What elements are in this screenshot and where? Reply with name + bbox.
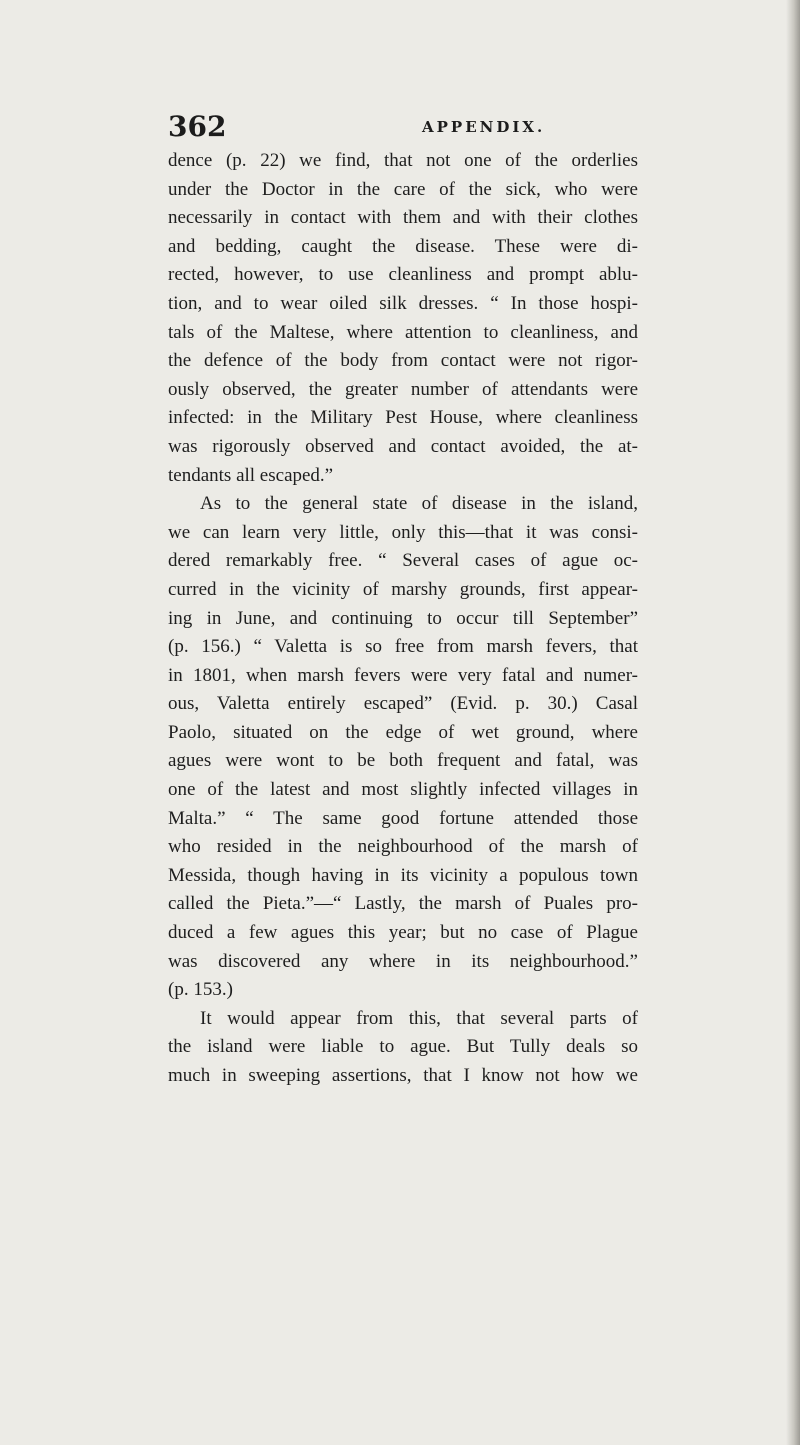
text-line: tals of the Maltese, where attention to cleanliness, and (168, 321, 638, 343)
text-line: Paolo, situated on the edge of wet ground, where (168, 721, 638, 743)
text-line: rected, however, to use cleanliness and prompt ablu- (168, 264, 638, 286)
page-number: 362 (168, 110, 227, 143)
text-line: (p. 156.) “ Valetta is so free from marsh fevers, that (168, 636, 638, 658)
text-line: called the Pieta.”—“ Lastly, the marsh of Puales pro- (168, 893, 638, 915)
text-line: necessarily in contact with them and with their clothes (168, 207, 638, 229)
body-text (168, 147, 638, 1091)
running-head: APPENDIX. (422, 118, 546, 136)
text-line: who resided in the neighbourhood of the marsh of (168, 836, 638, 858)
page-edge-shadow (786, 0, 800, 1445)
text-line: under the Doctor in the care of the sick, who were (168, 178, 638, 200)
text-line: one of the latest and most slightly infected villages in (168, 779, 638, 801)
text-line: was discovered any where in its neighbourhood.” (168, 950, 638, 972)
text-line: in 1801, when marsh fevers were very fatal and numer- (168, 664, 638, 686)
text-line: and bedding, caught the disease. These were di- (168, 235, 638, 257)
text-line: was rigorously observed and contact avoided, the at- (168, 435, 638, 457)
text-line: ing in June, and continuing to occur till September” (168, 607, 638, 629)
text-line: ous, Valetta entirely escaped” (Evid. p. 30.) Casal (168, 693, 638, 715)
text-line: ously observed, the greater number of attendants were (168, 378, 638, 400)
text-line: Malta.” “ The same good fortune attended those (168, 807, 638, 829)
text-line: agues were wont to be both frequent and fatal, was (168, 750, 638, 772)
text-line: curred in the vicinity of marshy grounds, first appear- (168, 578, 638, 600)
text-line: tendants all escaped.” (168, 464, 334, 486)
text-line: It would appear from this, that several parts of (200, 1007, 638, 1029)
text-line: much in sweeping assertions, that I know not how we (168, 1065, 638, 1086)
page-header (168, 110, 638, 150)
text-line: dered remarkably free. “ Several cases of ague oc- (168, 550, 638, 572)
text-line: we can learn very little, only this—that it was consi- (168, 521, 638, 543)
text-line: dence (p. 22) we find, that not one of the orderlies (168, 150, 638, 171)
text-line: infected: in the Military Pest House, where cleanliness (168, 407, 638, 429)
text-line: (p. 153.) (168, 979, 233, 1001)
text-line: tion, and to wear oiled silk dresses. “ In those hospi- (168, 292, 638, 314)
text-line: the defence of the body from contact were not rigor- (168, 350, 638, 372)
text-line: the island were liable to ague. But Tully deals so (168, 1036, 638, 1058)
text-line: As to the general state of disease in the island, (200, 493, 638, 515)
text-line: duced a few agues this year; but no case of Plague (168, 922, 638, 944)
text-line: Messida, though having in its vicinity a populous town (168, 864, 638, 886)
